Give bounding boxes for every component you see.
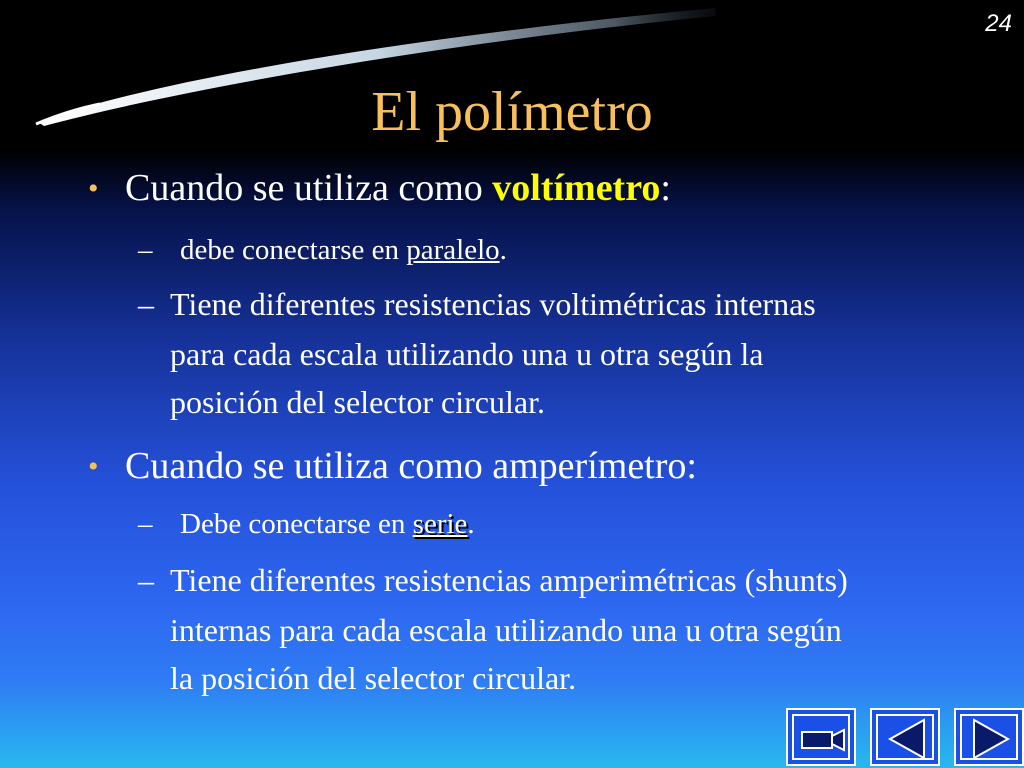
bullet-suffix: : [660, 167, 671, 209]
dash-icon: – [138, 508, 153, 540]
dash-icon: – [138, 286, 154, 322]
dash-icon: – [138, 562, 154, 598]
subitem-suffix: . [499, 234, 507, 266]
slide-title: El polímetro [371, 81, 653, 143]
next-slide-button[interactable] [954, 708, 1024, 766]
dash-icon: – [138, 234, 153, 266]
triangle-right-icon [956, 710, 1024, 768]
subitem-line: internas para cada escala utilizando una u otra según [170, 612, 842, 648]
previous-slide-button[interactable] [870, 708, 940, 766]
movie-camera-icon [788, 710, 858, 768]
subitem-line: la posición del selector circular. [170, 660, 577, 696]
subitem-text: debe conectarse en [180, 234, 407, 266]
highlight-voltimetro: voltímetro [492, 167, 661, 209]
bullet-voltimetro [125, 166, 671, 210]
subitem-line: posición del selector circular. [170, 384, 545, 420]
subitem-line: Tiene diferentes resistencias amperimétricas (shunts) [170, 562, 848, 598]
subitem-paralelo [180, 234, 507, 267]
slide-number: 24 [985, 10, 1012, 37]
subitem-line: Tiene diferentes resistencias voltimétricas internas [170, 286, 816, 322]
link-paralelo[interactable]: paralelo [406, 234, 500, 266]
subitem-suffix: . [467, 508, 475, 540]
subitem-serie [180, 508, 475, 541]
bullet-icon: • [88, 450, 99, 483]
movie-button[interactable] [786, 708, 856, 766]
subitem-text: Debe conectarse en [180, 508, 413, 540]
link-serie[interactable]: serie [412, 508, 468, 540]
subitem-line: para cada escala utilizando una u otra según la [170, 336, 764, 372]
bullet-amperimetro: Cuando se utiliza como amperímetro: [125, 445, 697, 487]
bullet-text: Cuando se utiliza como [125, 167, 493, 209]
triangle-left-icon [872, 710, 942, 768]
bullet-icon: • [88, 172, 99, 205]
